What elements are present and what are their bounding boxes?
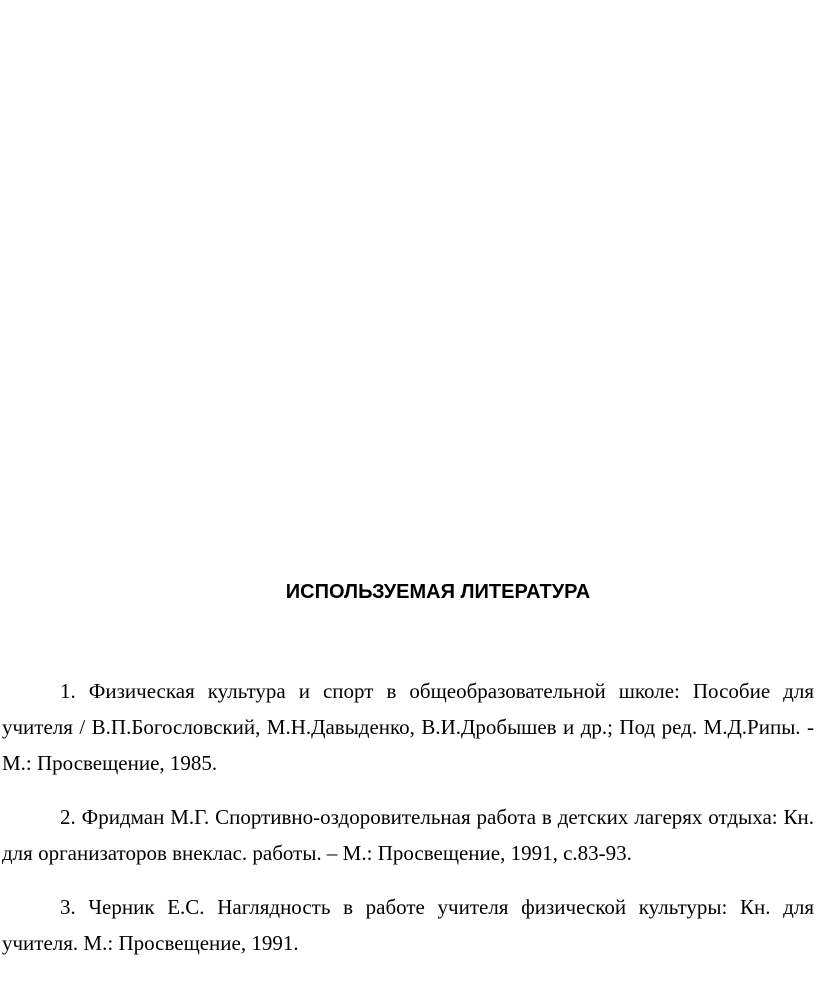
reference-item-2: 2. Фридман М.Г. Спортивно-оздоровительная работа в детских лагерях отдыха: Кн. для организаторов внеклас. работы. – М.: Просвещение, 1991, с.83-93. xyxy=(2,805,814,865)
reference-list xyxy=(2,673,814,979)
section-heading: ИСПОЛЬЗУЕМАЯ ЛИТЕРАТУРА xyxy=(285,581,591,603)
reference-item-3: 3. Черник Е.С. Наглядность в работе учителя физической культуры: Кн. для учителя. М.: Просвещение, 1991. xyxy=(2,895,814,955)
reference-item-1: 1. Физическая культура и спорт в общеобразовательной школе: Пособие для учителя / В.П.Богословский, М.Н.Давыденко, В.И.Дробышев и др.; Под ред. М.Д.Рипы. - М.: Просвещение, 1985. xyxy=(2,679,814,775)
